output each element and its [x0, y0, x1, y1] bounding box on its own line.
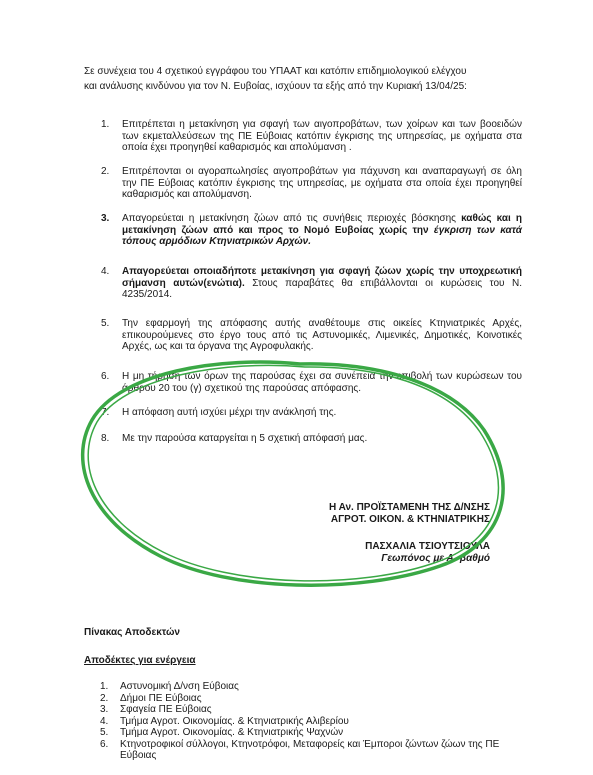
intro-line-1: Σε συνέχεια του 4 σχετικού εγγράφου του ΥΠΑΑΤ και κατόπιν επιδημιολογικού ελέγχου: [84, 66, 467, 77]
signature-title-line-2: ΑΓΡΟΤ. ΟΙΚΟΝ. & ΚΤΗΝΙΑΤΡΙΚΗΣ: [330, 514, 490, 525]
recipient-text: Κτηνοτροφικοί σύλλογοι, Κτηνοτρόφοι, Μεταφορείς και Έμποροι ζώντων ζώων της ΠΕ Εύβοιας: [120, 738, 500, 761]
item-number: 6.: [101, 371, 110, 382]
item-text: Η μη τήρηση των όρων της παρούσας έχει σα συνέπεια την επιβολή των κυρώσεων του άρθρου 20 του (γ) σχετικού της παρούσας απόφασης.: [122, 371, 522, 394]
item-number: 3.: [101, 213, 110, 224]
recipient-number: 6.: [100, 738, 109, 750]
item-text-bold: καθώς και η μετακίνηση ζώων από και προς το Νομό Ευβοίας χωρίς την: [122, 213, 523, 236]
item-text: Επιτρέπεται η μετακίνηση για σφαγή των αιγοπροβάτων, των χοίρων και των βοοειδών των εκμεταλλεύσεων της ΠΕ Εύβοιας κατόπιν έγκρισης της υπηρεσίας, με οχήματα στα οποία έχει προηγηθεί καθαρισμός και απολύμανση .: [122, 119, 522, 153]
item-number: 5.: [101, 318, 110, 329]
item-text: Επιτρέπονται οι αγοραπωλησίες αιγοπροβάτων για πάχυνση και αναπαραγωγή σε όλη την ΠΕ Εύβοιας κατόπιν έγκρισης της υπηρεσίας, με οχήματα στα οποία έχει προηγηθεί καθαρισμός και απολύμανση.: [122, 166, 522, 200]
item-text-normal: Απαγορεύεται η μετακίνηση ζώων από τις συνήθεις περιοχές βόσκησης: [122, 213, 462, 224]
item-text: Η απόφαση αυτή ισχύει μέχρι την ανάκλησή της.: [122, 407, 337, 418]
recipient-text: Αστυνομική Δ/νση Εύβοιας: [120, 681, 239, 692]
signature-title-line-1: Η Αν. ΠΡΟΪΣΤΑΜΕΝΗ ΤΗΣ Δ/ΝΣΗΣ: [328, 502, 490, 513]
recipient-number: 2.: [100, 692, 109, 704]
item-text: Την εφαρμογή της απόφασης αυτής αναθέτουμε στις οικείες Κτηνιατρικές Αρχές, επικουρούμενες στο έργο τους από τις Αστυνομικές, Λιμενικές, Δημοτικές, Κοινοτικές Αρχές, ως και τα όργανα της Αγροφυλακής.: [122, 318, 522, 352]
item-number: 8.: [101, 433, 110, 444]
recipient-number: 4.: [100, 715, 109, 727]
recipient-number: 1.: [100, 681, 109, 692]
recipient-number: 5.: [100, 727, 109, 738]
item-number: 7.: [101, 407, 110, 418]
item-text-normal: Στους παραβάτες θα επιβάλλονται οι κυρώσεις του Ν. 4235/2014.: [122, 277, 522, 300]
item-text: Με την παρούσα καταργείται η 5 σχετική απόφασή μας.: [122, 433, 368, 444]
signatory-title: Γεωπόνος με Α΄ βαθμό: [381, 553, 490, 564]
intro-line-2: και ανάλυσης κινδύνου για τον Ν. Ευβοίας, ισχύουν τα εξής από την Κυριακή 13/04/25:: [84, 81, 467, 92]
item-text-bold: Απαγορεύεται οποιαδήποτε μετακίνηση για σφαγή ζώων χωρίς την υποχρεωτική σήμανση αυτών(ενώτια).: [122, 266, 522, 289]
item-number: 1.: [101, 119, 110, 130]
recipient-number: 3.: [100, 704, 109, 715]
recipients-heading: Πίνακας Αποδεκτών: [84, 627, 180, 638]
signatory-name: ΠΑΣΧΑΛΙΑ ΤΣΙΟΥΤΣΙΟΥΛΑ: [365, 541, 490, 552]
recipient-text: Δήμοι ΠΕ Εύβοιας: [120, 692, 202, 704]
recipient-text: Σφαγεία ΠΕ Εύβοιας: [120, 704, 212, 715]
recipient-text: Τμήμα Αγροτ. Οικονομίας. & Κτηνιατρικής Ψαχνών: [120, 727, 344, 738]
item-number: 2.: [101, 166, 110, 177]
item-number: 4.: [101, 266, 110, 277]
recipients-subheading: Αποδέκτες για ενέργεια: [84, 655, 196, 666]
recipient-text: Τμήμα Αγροτ. Οικονομίας. & Κτηνιατρικής Αλιβερίου: [120, 715, 349, 727]
item-text-bold-italic: έγκριση των κατά τόπους αρμόδιων Κτηνιατρικών Αρχών.: [122, 224, 522, 247]
